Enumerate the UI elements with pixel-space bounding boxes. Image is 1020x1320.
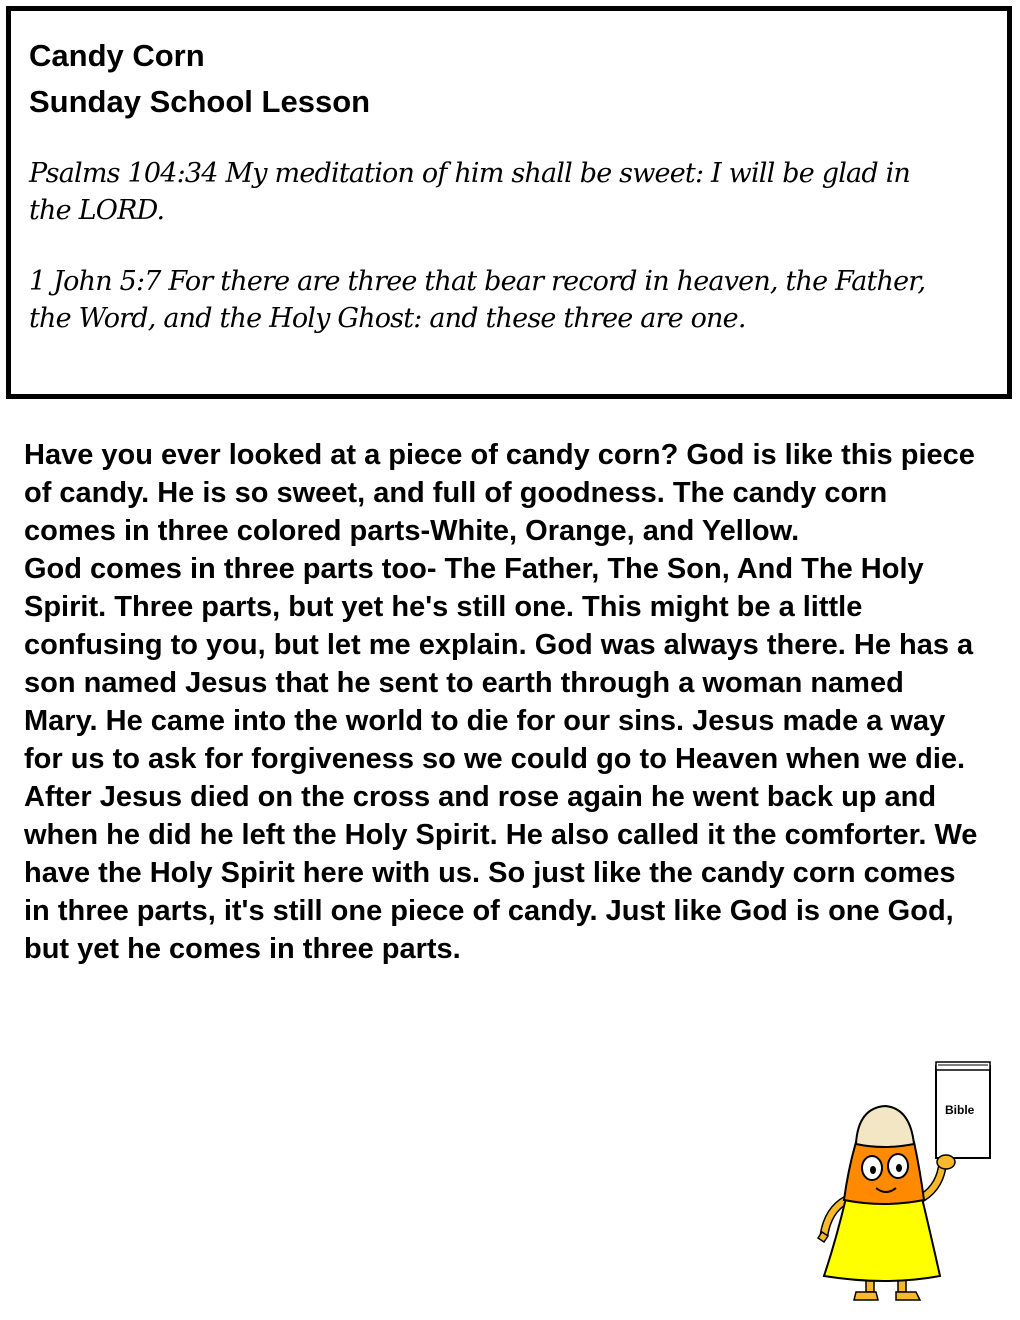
verse-psalms: Psalms 104:34 My meditation of him shall be sweet: I will be glad in the LORD.: [29, 158, 911, 226]
lesson-paragraph-2: God comes in three parts too- The Father, The Son, And The Holy Spirit. Three parts, but yet he's still one. This might be a little confusing to you, but let me explain. God was always there. He has a son named Jesus that he sent to earth through a woman named Mary. He came into the world to die for our sins. Jesus made a way for us to ask for forgiveness so we could go to Heaven when we die. After Jesus died on the cross and rose again he went back up and when he did he left the Holy Spirit. He also called it the comforter. We have the Holy Spirit here with us. So just like the candy corn comes in three parts, it's still one piece of candy. Just like God is one God, but yet he comes in three parts.: [24, 553, 978, 965]
page-subtitle: Sunday School Lesson: [29, 84, 371, 119]
verse-1-john: 1 John 5:7 For there are three that bear record in heaven, the Father, the Word, and the Holy Ghost: and these three are one.: [29, 266, 926, 334]
lesson-text: [24, 436, 984, 968]
lesson-paragraph-1: Have you ever looked at a piece of candy corn? God is like this piece of candy. He is so sweet, and full of goodness. The candy corn comes in three colored parts-White, Orange, and Yellow.: [24, 439, 975, 547]
candy-corn-body: [824, 1106, 940, 1281]
verse-header-box: [6, 6, 1012, 399]
bible-book-icon: [936, 1062, 990, 1158]
bible-label: Bible: [945, 1103, 975, 1117]
page-title: Candy Corn: [29, 38, 205, 73]
candy-corn-mascot-illustration: [800, 1050, 1010, 1310]
